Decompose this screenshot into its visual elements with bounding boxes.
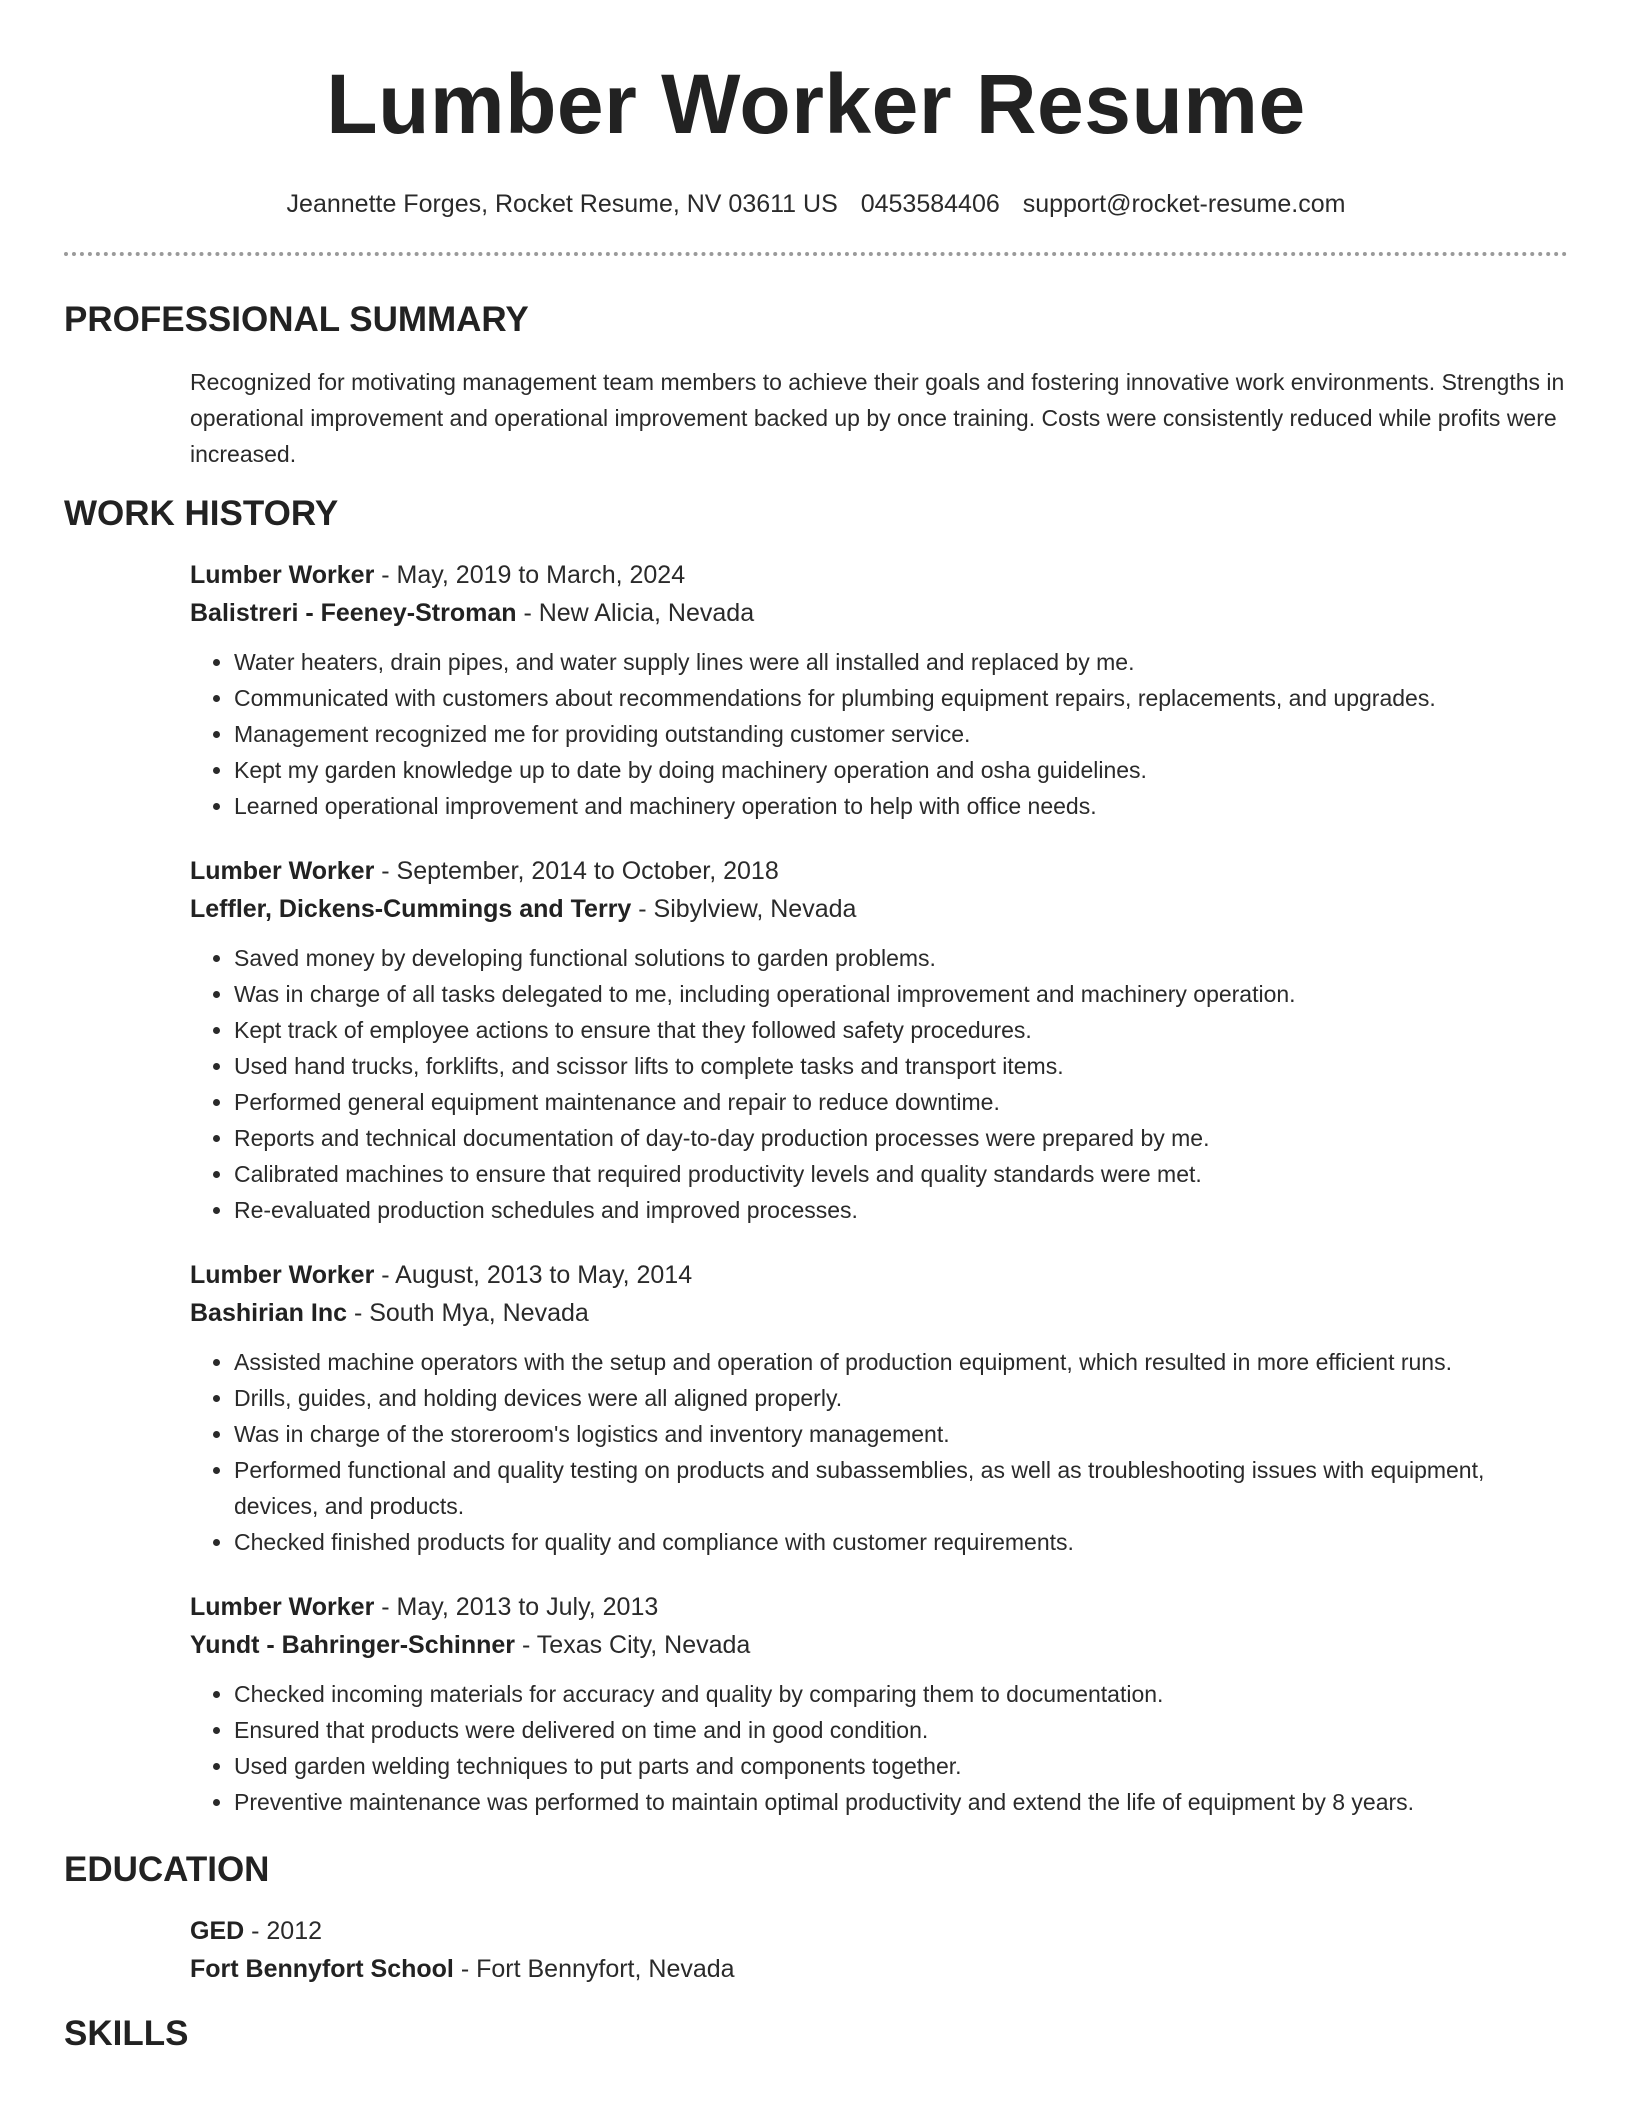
job-dates: - August, 2013 to May, 2014	[374, 1261, 693, 1289]
job-location: - South Mya, Nevada	[347, 1299, 589, 1327]
job-entry	[190, 1588, 1568, 1820]
job-bullet: • Water heaters, drain pipes, and water supply lines were all installed and replaced by me.	[234, 644, 1568, 680]
job-bullet: • Preventive maintenance was performed to maintain optimal productivity and extend the life of equipment by 8 years.	[234, 1784, 1568, 1820]
job-bullet: • Used hand trucks, forklifts, and scissor lifts to complete tasks and transport items.	[234, 1048, 1568, 1084]
job-bullet-list	[190, 1344, 1568, 1560]
degree-line	[190, 1912, 1568, 1950]
education-section	[64, 1848, 1568, 1988]
job-company-line	[190, 594, 1568, 632]
job-company: Yundt - Bahringer-Schinner	[190, 1631, 516, 1659]
job-bullet: • Learned operational improvement and machinery operation to help with office needs.	[234, 788, 1568, 824]
job-location: - New Alicia, Nevada	[516, 599, 755, 627]
job-entry	[190, 1256, 1568, 1560]
school-name: Fort Bennyfort School	[190, 1955, 454, 1983]
header-divider	[64, 252, 1568, 256]
job-bullet-list	[190, 1676, 1568, 1820]
job-bullet-list	[190, 940, 1568, 1228]
school-location: - Fort Bennyfort, Nevada	[453, 1955, 735, 1983]
job-bullet: • Was in charge of all tasks delegated to me, including operational improvement and machinery operation.	[234, 976, 1568, 1012]
job-location: - Sibylview, Nevada	[631, 895, 857, 923]
job-bullet: • Kept my garden knowledge up to date by doing machinery operation and osha guidelines.	[234, 752, 1568, 788]
job-bullet: • Performed general equipment maintenance and repair to reduce downtime.	[234, 1084, 1568, 1120]
job-title: Lumber Worker	[190, 1261, 375, 1289]
education-entry	[64, 1912, 1568, 1988]
school-line	[190, 1950, 1568, 1988]
job-bullet: • Was in charge of the storeroom's logistics and inventory management.	[234, 1416, 1568, 1452]
job-bullet: • Management recognized me for providing outstanding customer service.	[234, 716, 1568, 752]
job-bullet: • Used garden welding techniques to put parts and components together.	[234, 1748, 1568, 1784]
job-title: Lumber Worker	[190, 561, 375, 589]
job-entry	[190, 852, 1568, 1228]
contact-address: Jeannette Forges, Rocket Resume, NV 03611 US	[286, 190, 838, 218]
job-bullet: • Assisted machine operators with the setup and operation of production equipment, which resulted in more efficient runs.	[234, 1344, 1568, 1380]
degree: GED	[190, 1917, 245, 1945]
job-title: Lumber Worker	[190, 1593, 375, 1621]
job-dates: - September, 2014 to October, 2018	[374, 857, 779, 885]
job-bullet: • Communicated with customers about recommendations for plumbing equipment repairs, replacements, and upgrades.	[234, 680, 1568, 716]
job-title-line	[190, 1256, 1568, 1294]
contact-phone: 0453584406	[860, 190, 1000, 218]
job-title-line	[190, 852, 1568, 890]
job-dates: - May, 2013 to July, 2013	[374, 1593, 659, 1621]
job-bullet: • Reports and technical documentation of day-to-day production processes were prepared by me.	[234, 1120, 1568, 1156]
skills-section	[64, 2012, 1568, 2056]
job-bullet: • Calibrated machines to ensure that required productivity levels and quality standards were met.	[234, 1156, 1568, 1192]
job-bullet: • Kept track of employee actions to ensure that they followed safety procedures.	[234, 1012, 1568, 1048]
summary-section	[64, 298, 1568, 472]
job-bullet: • Checked finished products for quality and compliance with customer requirements.	[234, 1524, 1568, 1560]
job-company-line	[190, 1626, 1568, 1664]
degree-year: - 2012	[244, 1917, 323, 1945]
job-title: Lumber Worker	[190, 857, 375, 885]
job-company-line	[190, 890, 1568, 928]
job-company-line	[190, 1294, 1568, 1332]
contact-email: support@rocket-resume.com	[1022, 190, 1346, 218]
job-company: Leffler, Dickens-Cummings and Terry	[190, 895, 632, 923]
job-bullet-list	[190, 644, 1568, 824]
job-company: Balistreri - Feeney-Stroman	[190, 599, 517, 627]
job-bullet: • Ensured that products were delivered on time and in good condition.	[234, 1712, 1568, 1748]
education-heading: EDUCATION	[64, 1850, 270, 1889]
contact-line	[64, 188, 1568, 220]
job-bullet: • Checked incoming materials for accuracy and quality by comparing them to documentation.	[234, 1676, 1568, 1712]
job-entry	[190, 556, 1568, 824]
summary-heading: PROFESSIONAL SUMMARY	[64, 300, 529, 339]
page-title: Lumber Worker Resume	[326, 57, 1306, 151]
job-title-line	[190, 556, 1568, 594]
job-list	[64, 556, 1568, 1820]
job-company: Bashirian Inc	[190, 1299, 347, 1327]
job-bullet: • Saved money by developing functional solutions to garden problems.	[234, 940, 1568, 976]
job-bullet: • Re-evaluated production schedules and improved processes.	[234, 1192, 1568, 1228]
job-dates: - May, 2019 to March, 2024	[374, 561, 686, 589]
job-title-line	[190, 1588, 1568, 1626]
job-location: - Texas City, Nevada	[515, 1631, 751, 1659]
work-history-heading: WORK HISTORY	[64, 494, 339, 533]
work-history-section	[64, 492, 1568, 1820]
job-bullet: • Performed functional and quality testing on products and subassemblies, as well as troubleshooting issues with equipment, devices, and products.	[234, 1452, 1568, 1524]
skills-heading: SKILLS	[64, 2014, 189, 2053]
summary-text: Recognized for motivating management team members to achieve their goals and fostering innovative work environments. Strengths in operational improvement and operational improvement backed up by once training. Costs were consistently reduced while profits were increased.	[190, 369, 1565, 467]
job-bullet: • Drills, guides, and holding devices were all aligned properly.	[234, 1380, 1568, 1416]
